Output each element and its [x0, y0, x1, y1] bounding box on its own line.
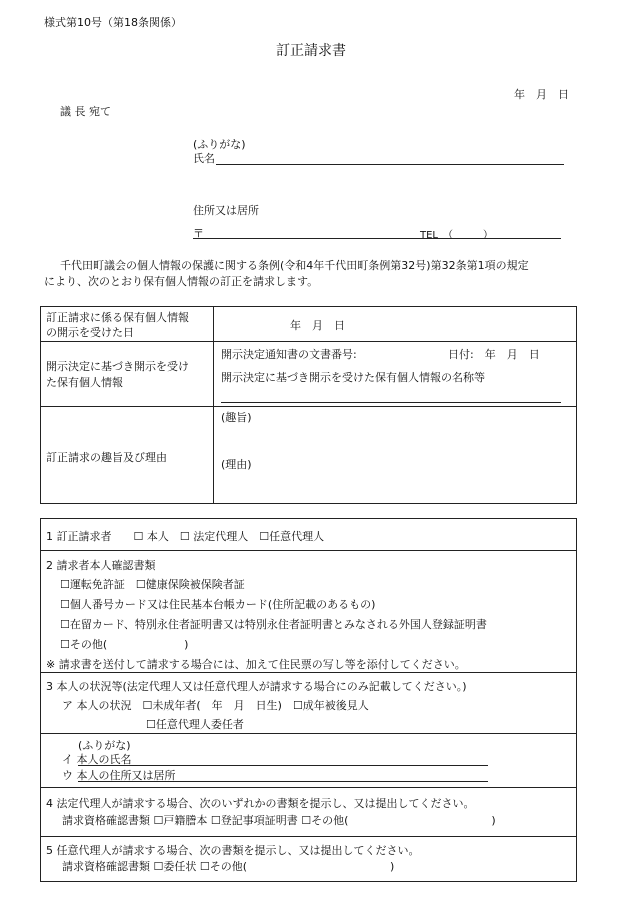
principal-status-option-delegator[interactable]: ☐任意代理人委任者	[146, 718, 244, 731]
page-title: 訂正請求書	[276, 43, 346, 59]
voluntary-agent-docs-options[interactable]: 請求資格確認書類 ☐委任状 ☐その他( )	[62, 860, 395, 873]
address-input-line[interactable]	[193, 238, 561, 239]
table2-row-divider	[40, 787, 577, 788]
furigana-label: (ふりがな)	[193, 138, 246, 151]
intro-line-1: 千代田町議会の個人情報の保護に関する条例(令和4年千代田町条例第32号)第32条第1項の規定	[60, 259, 529, 272]
id-docs-option-2[interactable]: ☐個人番号カード又は住民基本台帳カード(住所記載のあるもの)	[60, 598, 376, 611]
principal-status-options[interactable]: ア 本人の状況 ☐未成年者( 年 月 日生) ☐成年被後見人	[62, 699, 369, 712]
table1-column-divider	[213, 306, 214, 504]
principal-name-line[interactable]	[78, 765, 488, 766]
date-field: 年 月 日	[514, 88, 569, 101]
id-docs-note: ※ 請求書を送付して請求する場合には、加えて住民票の写し等を添付してください。	[46, 658, 466, 671]
voluntary-agent-docs-title: 5 任意代理人が請求する場合、次の書類を提示し、又は提出してください。	[46, 844, 420, 857]
id-docs-title: 2 請求者本人確認書類	[46, 559, 156, 572]
name-input-line[interactable]	[216, 164, 564, 165]
id-docs-option-1[interactable]: ☐運転免許証 ☐健康保険被保険者証	[60, 578, 245, 591]
disclosed-info-label: た保有個人情報	[46, 376, 123, 389]
disclosure-date-value[interactable]: 年 月 日	[290, 319, 345, 332]
table2-row-divider	[40, 550, 577, 551]
table1-row-divider	[40, 406, 577, 407]
disclosure-date-label: 訂正請求に係る保有個人情報	[46, 311, 189, 324]
postal-mark: 〒	[193, 227, 204, 240]
principal-address-label: ウ 本人の住所又は居所	[62, 769, 176, 782]
disclosure-date-label: の開示を受けた日	[46, 326, 134, 339]
id-docs-option-3[interactable]: ☐在留カード、特別永住者証明書又は特別永住者証明書とみなされる外国人登録証明書	[60, 618, 487, 631]
addressee: 議 長 宛て	[60, 105, 111, 118]
requester-type-row[interactable]: 1 訂正請求者 ☐ 本人 ☐ 法定代理人 ☐任意代理人	[46, 530, 325, 543]
id-docs-option-other[interactable]: ☐その他( )	[60, 638, 189, 651]
reason-label: (理由)	[221, 458, 252, 471]
form-number: 様式第10号（第18条関係）	[44, 16, 182, 29]
principal-name-label: イ 本人の氏名	[62, 753, 132, 766]
principal-furigana-label: (ふりがな)	[78, 739, 131, 752]
purpose-reason-label: 訂正請求の趣旨及び理由	[46, 451, 167, 464]
table2-row-divider	[40, 733, 577, 734]
table2-row-divider	[40, 836, 577, 837]
legal-agent-docs-options[interactable]: 請求資格確認書類 ☐戸籍謄本 ☐登記事項証明書 ☐その他( )	[62, 814, 496, 827]
address-label: 住所又は居所	[193, 204, 259, 217]
disclosed-info-name-line[interactable]	[221, 402, 561, 403]
tel-label: TEL （ ）	[420, 230, 493, 241]
purpose-label: (趣旨)	[221, 411, 252, 424]
principal-status-title: 3 本人の状況等(法定代理人又は任意代理人が請求する場合にのみ記載してください。)	[46, 680, 467, 693]
notice-date-label: 日付: 年 月 日	[448, 348, 540, 361]
disclosed-info-label: 開示決定に基づき開示を受け	[46, 360, 189, 373]
notice-doc-number-label: 開示決定通知書の文書番号:	[221, 348, 357, 361]
disclosed-info-name-label: 開示決定に基づき開示を受けた保有個人情報の名称等	[221, 371, 485, 384]
name-label: 氏名	[193, 152, 215, 165]
legal-agent-docs-title: 4 法定代理人が請求する場合、次のいずれかの書類を提示し、又は提出してください。	[46, 797, 475, 810]
principal-address-line[interactable]	[78, 781, 488, 782]
intro-line-2: により、次のとおり保有個人情報の訂正を請求します。	[44, 275, 319, 288]
table1-row-divider	[40, 341, 577, 342]
table2-row-divider	[40, 672, 577, 673]
